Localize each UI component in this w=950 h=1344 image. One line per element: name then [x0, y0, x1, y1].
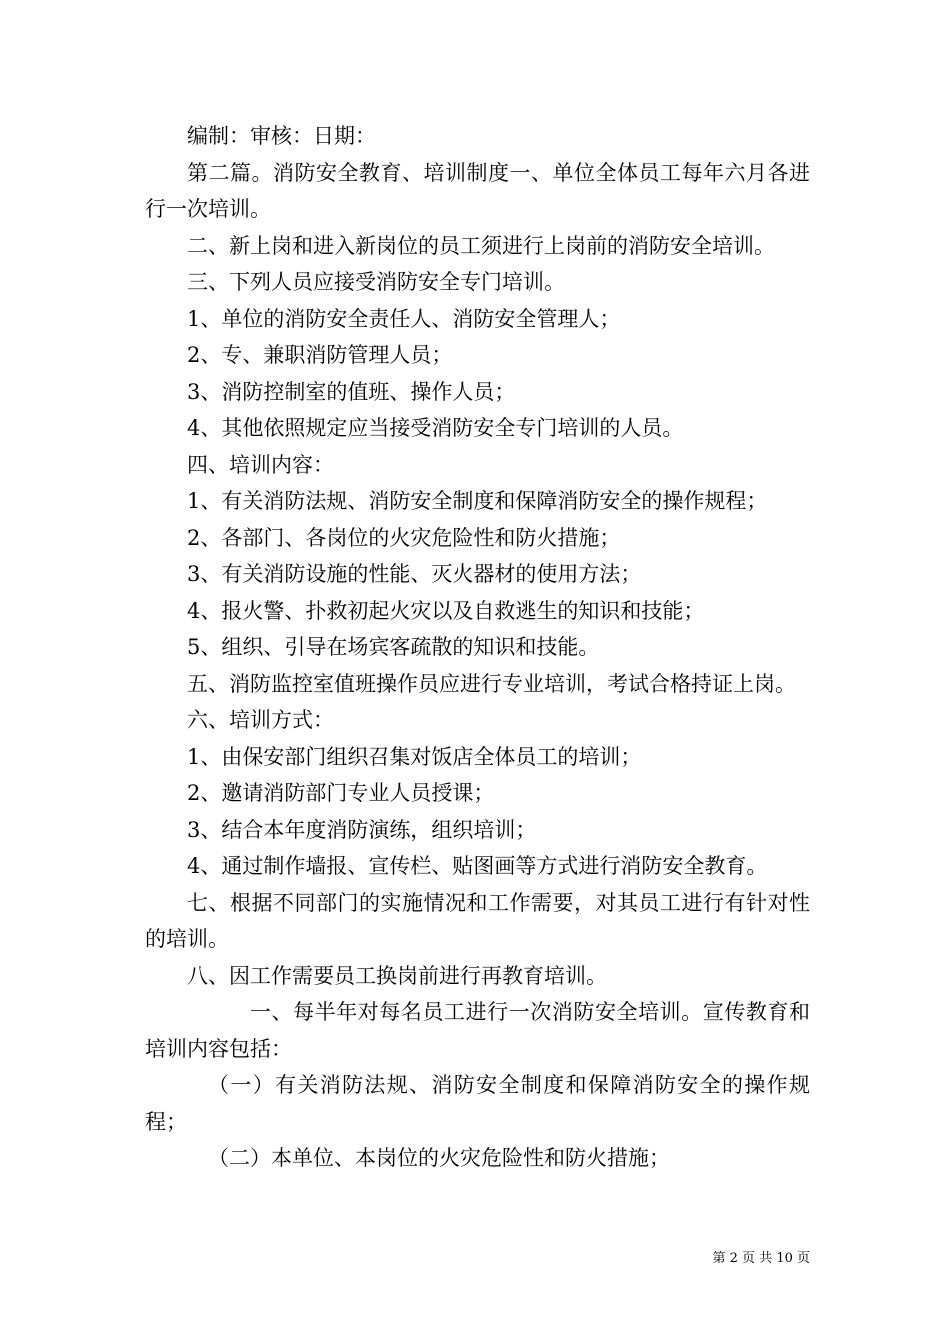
paragraph: 2、邀请消防部门专业人员授课； [187, 781, 495, 805]
paragraph: 5、组织、引导在场宾客疏散的知识和技能。 [187, 635, 600, 659]
document-body [145, 118, 810, 1177]
paragraph: 3、有关消防设施的性能、灭火器材的使用方法； [187, 562, 642, 586]
paragraph: 三、下列人员应接受消防安全专门培训。 [187, 270, 565, 294]
paragraph-chapter-title: 第二篇。消防安全教育、培训制度一、单位全体员工每年六月各进行一次培训。 [145, 160, 810, 221]
paragraph: 七、根据不同部门的实施情况和工作需要，对其员工进行有针对性的培训。 [145, 890, 810, 951]
paragraph: 五、消防监控室值班操作员应进行专业培训，考试合格持证上岗。 [187, 671, 796, 696]
paragraph: 1、单位的消防安全责任人、消防安全管理人； [187, 306, 621, 331]
paragraph: 4、报火警、扑救初起火灾以及自救逃生的知识和技能； [187, 598, 705, 623]
paragraph: 4、通过制作墙报、宣传栏、贴图画等方式进行消防安全教育。 [187, 854, 768, 878]
paragraph: 3、结合本年度消防演练，组织培训； [187, 817, 537, 842]
paragraph: 四、培训内容： [187, 452, 334, 477]
paragraph: 六、培训方式： [187, 708, 334, 732]
paragraph: 2、各部门、各岗位的火灾危险性和防火措施； [187, 525, 621, 550]
paragraph: 4、其他依照规定应当接受消防安全专门培训的人员。 [187, 416, 684, 440]
paragraph: 2、专、兼职消防管理人员； [187, 343, 453, 367]
paragraph-signoff: 编制：审核：日期： [187, 124, 376, 148]
page-number: 第 2 页 共 10 页 [712, 1251, 810, 1266]
paragraph: 3、消防控制室的值班、操作人员； [187, 379, 516, 404]
paragraph: 1、由保安部门组织召集对饭店全体员工的培训； [187, 744, 642, 769]
paragraph: 八、因工作需要员工换岗前进行再教育培训。 [187, 963, 607, 988]
paragraph: 1、有关消防法规、消防安全制度和保障消防安全的操作规程； [187, 489, 768, 513]
paragraph: 一、每半年对每名员工进行一次消防安全培训。宣传教育和培训内容包括： [145, 1000, 810, 1061]
paragraph: （二）本单位、本岗位的火灾危险性和防火措施； [208, 1146, 670, 1170]
paragraph: 二、新上岗和进入新岗位的员工须进行上岗前的消防安全培训。 [187, 233, 775, 258]
paragraph: （一）有关消防法规、消防安全制度和保障消防安全的操作规程； [145, 1073, 810, 1134]
